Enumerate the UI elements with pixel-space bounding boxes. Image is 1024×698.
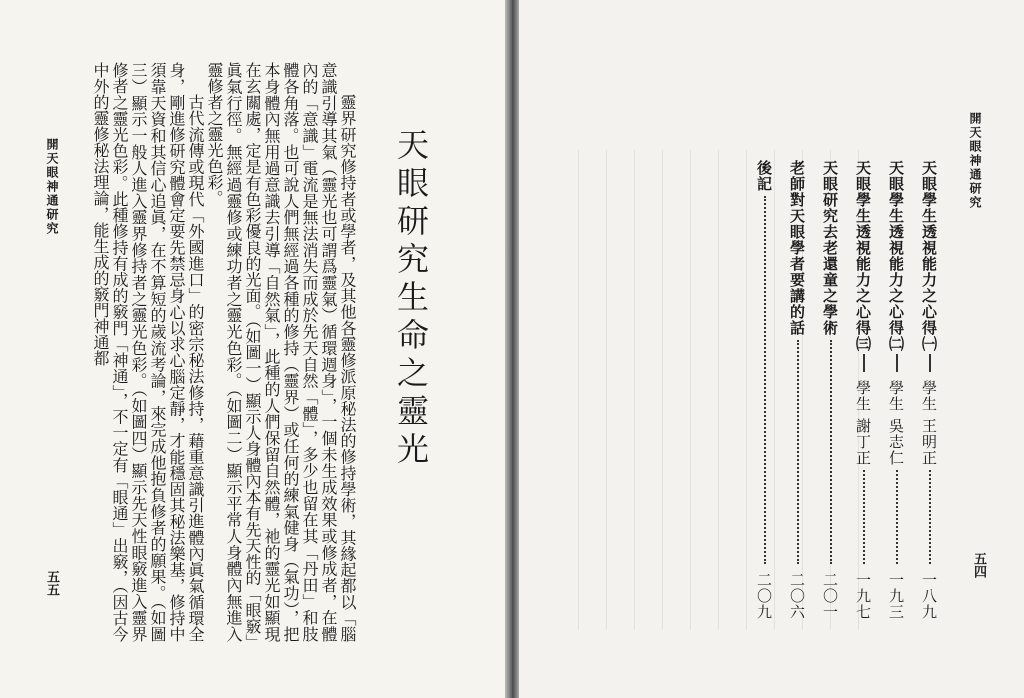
toc-entry-page: 二〇九 bbox=[755, 572, 773, 620]
toc-leader bbox=[830, 340, 832, 564]
toc-dash bbox=[863, 354, 865, 372]
toc-entry-title: 天眼學生透視能力之心得㈢ bbox=[854, 160, 872, 352]
toc-entry-title: 天眼學生透視能力之心得㈠ bbox=[920, 160, 938, 352]
toc-entry-page: 二〇一 bbox=[821, 572, 839, 620]
toc-leader bbox=[896, 470, 898, 564]
left-page bbox=[0, 0, 505, 698]
toc-dash bbox=[929, 354, 931, 372]
paragraph-2: 古代流傳或現代「外國進口」的密宗秘法修持，藉重意識引進體內眞氣循環全身，剛進修研究體會定要先禁忌身心以求心腦定靜，才能穩固其秘法樂基，修持中須靠天資和其信心追眞，在不算短的歲流考論，來完成他抱負修者的願果。（如圖三）顯示一般人進入靈界修持者之靈光色彩。（如圖四）顯示先天性眼竅進入靈界修者之靈光色彩。此種修持有成的竅門「神通」，不一定有「眼通」出竅，（因古今中外的靈修秘法理論，能生成的竅門神通都 bbox=[91, 62, 205, 642]
running-head-right: 開天眼神通研究 bbox=[968, 112, 982, 210]
toc-entry-author: 吳志仁 bbox=[887, 418, 905, 466]
toc-entry[interactable] bbox=[820, 160, 841, 620]
toc-entry-title: 天眼研究去老還童之學術 bbox=[821, 160, 839, 336]
table-of-contents bbox=[754, 160, 940, 620]
toc-leader bbox=[863, 470, 865, 564]
toc-entry-role: 學生 bbox=[920, 380, 938, 412]
toc-entry-title: 天眼學生透視能力之心得㈡ bbox=[887, 160, 905, 352]
toc-entry-page: 一九七 bbox=[854, 572, 872, 620]
body-text bbox=[91, 62, 357, 642]
toc-entry[interactable] bbox=[853, 160, 874, 620]
toc-leader bbox=[797, 340, 799, 564]
toc-entry-page: 一八九 bbox=[920, 572, 938, 620]
toc-entry[interactable] bbox=[787, 160, 808, 620]
running-head-left: 開天眼神通研究 bbox=[45, 138, 59, 236]
toc-entry-title: 老師對天眼學者要講的話 bbox=[788, 160, 806, 336]
toc-dash bbox=[896, 354, 898, 372]
toc-leader bbox=[929, 470, 931, 564]
toc-entry[interactable] bbox=[754, 160, 775, 620]
page-number-right: 五四 bbox=[971, 552, 986, 578]
toc-leader bbox=[764, 196, 766, 564]
right-page bbox=[519, 0, 1024, 698]
toc-entry-role: 學生 bbox=[854, 380, 872, 412]
toc-entry-author: 王明正 bbox=[920, 418, 938, 466]
toc-entry-page: 二〇六 bbox=[788, 572, 806, 620]
toc-entry-page: 一九三 bbox=[887, 572, 905, 620]
toc-entry-author: 謝丁正 bbox=[854, 418, 872, 466]
book-gutter bbox=[505, 0, 519, 698]
chapter-title: 天眼研究生命之靈光 bbox=[392, 128, 430, 470]
toc-entry[interactable] bbox=[919, 160, 940, 620]
toc-entry[interactable] bbox=[886, 160, 907, 620]
paragraph-1: 靈界研究修持者或學者，及其他各靈修派原秘法的修持學術，其緣起都以「腦意識引導其氣（靈光也可謂爲靈氣）循環週身」，一個未生成效果或修成者，在體內的「意識」電流是無法消失而成於先天自然「體」，多少也留在其「丹田」和肢體各角落。也可說人們無經過各種的修持（靈界）或任何的練氣健身（氣功），把本身體內無用過意識去引導「自然氣」，此種的人們保留自然體，祂的靈光如顯現在玄關處，定是有色彩優良的光面。（如圖一）顯示人身體內本有先天性的「眼竅」眞氣行徑。無經過靈修或練功者之靈光色彩。（如圖二）顯示平常人身體內無進入靈修者之靈光色彩。 bbox=[205, 62, 357, 642]
toc-entry-role: 學生 bbox=[887, 380, 905, 412]
toc-entry-title: 後記 bbox=[755, 160, 773, 192]
page-number-left: 五五 bbox=[44, 570, 59, 596]
